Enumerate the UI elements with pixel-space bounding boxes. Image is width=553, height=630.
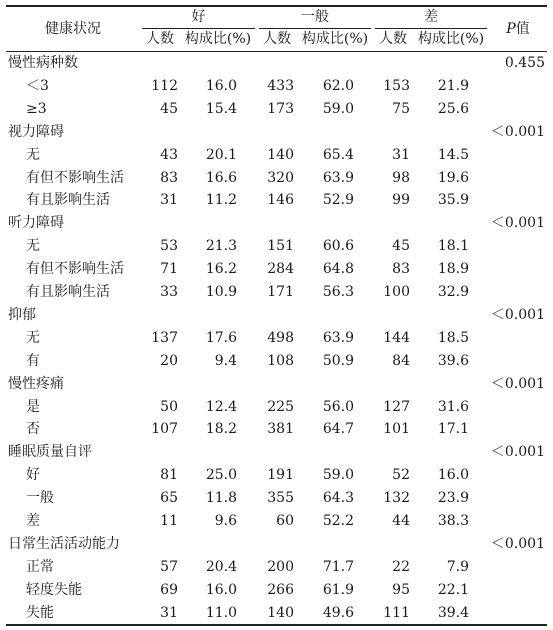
cell-good-count: 53: [160, 238, 178, 255]
top-rule: [6, 5, 547, 7]
cell-poor-ratio: 18.9: [437, 261, 469, 278]
row-label: ＜3: [26, 77, 49, 94]
row-label: 正常: [26, 558, 54, 575]
cell-poor-count: 98: [392, 169, 410, 186]
header-p-value: [489, 20, 547, 38]
cell-good-count: 31: [160, 604, 178, 621]
cell-good-ratio: 16.2: [205, 261, 237, 278]
section-p-value: ＜0.001: [490, 215, 545, 232]
cell-good-count: 107: [151, 421, 178, 438]
header-group-fair: 一般: [301, 9, 329, 25]
cell-poor-ratio: 38.3: [437, 513, 469, 529]
cell-fair-ratio: 52.2: [322, 513, 354, 529]
row-label: 无: [26, 238, 40, 255]
subheader-count-poor: 人数: [379, 31, 407, 47]
cell-poor-ratio: 16.0: [437, 467, 469, 484]
cell-fair-count: 381: [267, 421, 294, 438]
subheader-count-good: 人数: [146, 31, 174, 47]
cell-good-count: 20: [160, 352, 178, 369]
cell-good-count: 33: [160, 284, 178, 300]
cell-good-ratio: 21.3: [205, 238, 237, 255]
cell-poor-ratio: 32.9: [437, 284, 469, 300]
group-underline-poor: [375, 28, 487, 29]
row-label: 有但不影响生活: [26, 169, 124, 186]
cell-poor-count: 84: [392, 352, 410, 369]
cell-fair-ratio: 63.9: [322, 329, 354, 346]
cell-good-count: 65: [160, 490, 178, 507]
cell-poor-ratio: 7.9: [446, 558, 469, 575]
cell-good-ratio: 10.9: [205, 284, 237, 300]
cell-poor-count: 83: [392, 261, 410, 278]
cell-good-ratio: 20.4: [205, 558, 237, 575]
header-rule: [6, 51, 547, 52]
cell-good-ratio: 12.4: [205, 398, 237, 415]
cell-poor-count: 22: [392, 558, 410, 575]
bottom-rule: [6, 624, 547, 626]
cell-good-ratio: 11.8: [205, 490, 237, 507]
row-label: 有且影响生活: [26, 192, 110, 209]
cell-good-count: 11: [160, 513, 178, 529]
cell-fair-count: 140: [267, 604, 294, 621]
cell-fair-ratio: 63.9: [322, 169, 354, 186]
cell-fair-ratio: 49.6: [322, 604, 354, 621]
cell-good-ratio: 16.0: [205, 581, 237, 598]
cell-fair-ratio: 64.3: [322, 490, 354, 507]
section-header: 抑郁: [8, 306, 36, 323]
subheader-count-fair: 人数: [263, 31, 291, 47]
cell-fair-ratio: 50.9: [322, 352, 354, 369]
cell-fair-count: 60: [276, 513, 294, 529]
group-underline-fair: [259, 28, 371, 29]
cell-poor-count: 100: [383, 284, 410, 300]
cell-poor-ratio: 35.9: [437, 192, 469, 209]
cell-good-count: 137: [151, 329, 178, 346]
cell-good-count: 112: [151, 77, 178, 94]
cell-fair-count: 433: [267, 77, 294, 94]
section-p-value: 0.455: [504, 55, 545, 71]
cell-fair-ratio: 71.7: [322, 558, 354, 575]
cell-poor-count: 153: [383, 77, 410, 94]
cell-poor-count: 75: [392, 100, 410, 117]
cell-fair-count: 498: [267, 329, 294, 346]
cell-poor-count: 44: [392, 513, 410, 529]
cell-fair-count: 108: [267, 352, 294, 369]
section-header: 慢性疼痛: [8, 375, 64, 392]
row-label: ≥3: [26, 100, 47, 117]
cell-fair-count: 320: [267, 169, 294, 186]
cell-good-count: 81: [160, 467, 178, 484]
row-label: 有且影响生活: [26, 284, 110, 300]
cell-fair-ratio: 52.9: [322, 192, 354, 209]
cell-fair-count: 171: [267, 284, 294, 300]
cell-fair-ratio: 59.0: [322, 467, 354, 484]
header-group-good: 好: [191, 9, 206, 25]
section-header: 听力障碍: [8, 215, 64, 232]
cell-good-ratio: 9.6: [214, 513, 237, 529]
cell-poor-ratio: 39.6: [437, 352, 469, 369]
cell-fair-count: 146: [267, 192, 294, 209]
header-health-status: 健康状况: [45, 21, 101, 37]
cell-good-count: 43: [160, 146, 178, 163]
row-label: 无: [26, 329, 40, 346]
cell-good-count: 57: [160, 558, 178, 575]
cell-good-ratio: 15.4: [205, 100, 237, 117]
cell-poor-ratio: 18.1: [437, 238, 469, 255]
cell-fair-count: 225: [267, 398, 294, 415]
cell-good-count: 50: [160, 398, 178, 415]
row-label: 无: [26, 146, 40, 163]
cell-poor-count: 45: [392, 238, 410, 255]
cell-good-ratio: 11.2: [205, 192, 237, 209]
cell-good-ratio: 17.6: [205, 329, 237, 346]
cell-poor-ratio: 19.6: [437, 169, 469, 186]
cell-fair-ratio: 62.0: [322, 77, 354, 94]
cell-fair-ratio: 60.6: [322, 238, 354, 255]
cell-poor-count: 95: [392, 581, 410, 598]
cell-fair-ratio: 56.0: [322, 398, 354, 415]
cell-poor-count: 127: [383, 398, 410, 415]
row-label: 轻度失能: [26, 581, 82, 598]
cell-fair-ratio: 61.9: [322, 581, 354, 598]
row-label: 差: [26, 513, 40, 529]
p-suffix: 值: [515, 21, 530, 37]
row-label: 好: [26, 467, 40, 484]
cell-good-count: 71: [160, 261, 178, 278]
section-p-value: ＜0.001: [490, 306, 545, 323]
cell-poor-count: 101: [383, 421, 410, 438]
cell-poor-ratio: 17.1: [437, 421, 469, 438]
cell-poor-ratio: 31.6: [437, 398, 469, 415]
cell-poor-count: 99: [392, 192, 410, 209]
row-label: 是: [26, 398, 40, 415]
cell-good-ratio: 25.0: [205, 467, 237, 484]
section-header: 慢性病种数: [8, 55, 78, 71]
row-label: 失能: [26, 604, 54, 621]
cell-good-count: 69: [160, 581, 178, 598]
section-p-value: ＜0.001: [490, 375, 545, 392]
cell-fair-count: 355: [267, 490, 294, 507]
cell-fair-ratio: 59.0: [322, 100, 354, 117]
cell-fair-ratio: 64.7: [322, 421, 354, 438]
cell-good-ratio: 16.0: [205, 77, 237, 94]
cell-poor-ratio: 21.9: [437, 77, 469, 94]
section-header: 视力障碍: [8, 123, 64, 140]
cell-poor-count: 111: [383, 604, 410, 621]
cell-fair-count: 200: [267, 558, 294, 575]
cell-good-ratio: 20.1: [205, 146, 237, 163]
section-p-value: ＜0.001: [490, 535, 545, 552]
cell-fair-ratio: 64.8: [322, 261, 354, 278]
cell-poor-count: 144: [383, 329, 410, 346]
section-header: 睡眠质量自评: [8, 444, 92, 461]
cell-fair-ratio: 65.4: [322, 146, 354, 163]
cell-poor-ratio: 25.6: [437, 100, 469, 117]
row-label: 有: [26, 352, 40, 369]
cell-fair-count: 284: [267, 261, 294, 278]
cell-good-ratio: 18.2: [205, 421, 237, 438]
p-letter: P: [506, 21, 516, 37]
cell-fair-count: 151: [267, 238, 294, 255]
cell-good-count: 83: [160, 169, 178, 186]
cell-good-ratio: 11.0: [205, 604, 237, 621]
cell-poor-ratio: 22.1: [437, 581, 469, 598]
cell-poor-count: 52: [392, 467, 410, 484]
cell-fair-ratio: 56.3: [322, 284, 354, 300]
cell-fair-count: 173: [267, 100, 294, 117]
cell-poor-ratio: 18.5: [437, 329, 469, 346]
cell-good-count: 45: [160, 100, 178, 117]
cell-poor-count: 132: [383, 490, 410, 507]
row-label: 有但不影响生活: [26, 261, 124, 278]
header-group-poor: 差: [424, 9, 438, 25]
subheader-ratio-fair: 构成比(%): [301, 31, 369, 47]
section-p-value: ＜0.001: [490, 123, 545, 140]
cell-fair-count: 191: [267, 467, 294, 484]
cell-fair-count: 140: [267, 146, 294, 163]
group-underline-good: [142, 28, 255, 29]
cell-good-count: 31: [160, 192, 178, 209]
row-label: 一般: [26, 490, 54, 507]
cell-poor-ratio: 23.9: [437, 490, 469, 507]
cell-fair-count: 266: [267, 581, 294, 598]
section-header: 日常生活活动能力: [8, 535, 120, 552]
subheader-ratio-poor: 构成比(%): [417, 31, 485, 47]
row-label: 否: [26, 421, 40, 438]
cell-poor-count: 31: [392, 146, 410, 163]
cell-poor-ratio: 14.5: [437, 146, 469, 163]
section-p-value: ＜0.001: [490, 444, 545, 461]
cell-good-ratio: 16.6: [205, 169, 237, 186]
cell-poor-ratio: 39.4: [437, 604, 469, 621]
cell-good-ratio: 9.4: [214, 352, 237, 369]
subheader-ratio-good: 构成比(%): [184, 31, 252, 47]
